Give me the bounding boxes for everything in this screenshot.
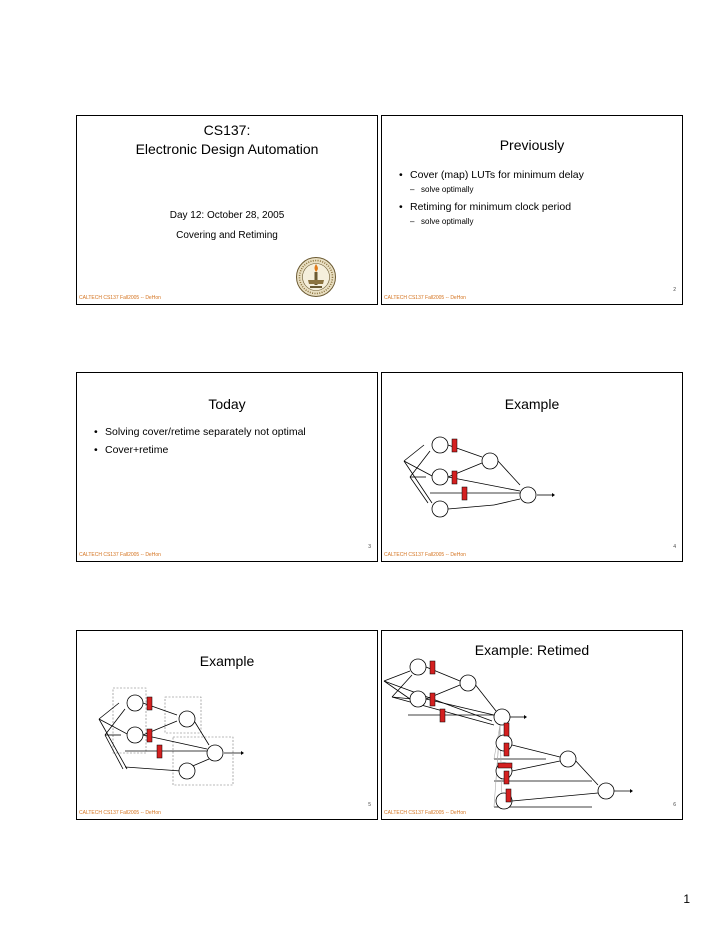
- bullet-list: [94, 426, 324, 462]
- bullet-item: • Cover (map) LUTs for minimum delay: [399, 169, 669, 182]
- caltech-seal: [295, 256, 337, 298]
- slide-footer: CALTECH CS137 Fall2005 -- DeHon: [384, 552, 466, 558]
- slide-previously: [381, 115, 683, 305]
- slide-footer: CALTECH CS137 Fall2005 -- DeHon: [79, 552, 161, 558]
- course-title: Electronic Design Automation: [135, 141, 319, 157]
- slide-title-heading: Example: [504, 396, 560, 412]
- circuit-diagram: [382, 373, 682, 561]
- circuit-diagram-covering: [77, 631, 377, 819]
- slide-title-heading: Today: [208, 396, 246, 412]
- slide-number: 5: [368, 802, 371, 808]
- slide-title-heading: Example: [199, 653, 255, 669]
- bullet-item: • Retiming for minimum clock period: [399, 201, 669, 214]
- slide-number: 4: [673, 544, 676, 550]
- slide-today: [76, 372, 378, 562]
- slide-example: [381, 372, 683, 562]
- lecture-subtitle: Covering and Retiming: [176, 230, 278, 241]
- slide-title-heading: Example: Retimed: [474, 642, 590, 658]
- slide-footer: CALTECH CS137 Fall2005 -- DeHon: [384, 295, 466, 301]
- slide-number: 2: [673, 287, 676, 293]
- slide-example-covered: [76, 630, 378, 820]
- lecture-date: Day 12: October 28, 2005: [169, 210, 285, 221]
- page-number: 1: [683, 892, 690, 906]
- slide-number: 3: [368, 544, 371, 550]
- slide-title: [76, 115, 378, 305]
- course-code: CS137:: [203, 122, 251, 138]
- sub-bullet-item: – solve optimally: [399, 217, 669, 227]
- slide-footer: CALTECH CS137 Fall2005 -- DeHon: [79, 295, 161, 301]
- slide-title-heading: Previously: [499, 137, 565, 153]
- circuit-diagram-retimed: [382, 631, 682, 819]
- slide-footer: CALTECH CS137 Fall2005 -- DeHon: [384, 810, 466, 816]
- slide-number: 6: [673, 802, 676, 808]
- bullet-item: • Cover+retime: [94, 444, 324, 457]
- sub-bullet-item: – solve optimally: [399, 185, 669, 195]
- slide-footer: CALTECH CS137 Fall2005 -- DeHon: [79, 810, 161, 816]
- bullet-list: [399, 169, 669, 233]
- slide-example-retimed: [381, 630, 683, 820]
- bullet-item: • Solving cover/retime separately not optimal: [94, 426, 324, 439]
